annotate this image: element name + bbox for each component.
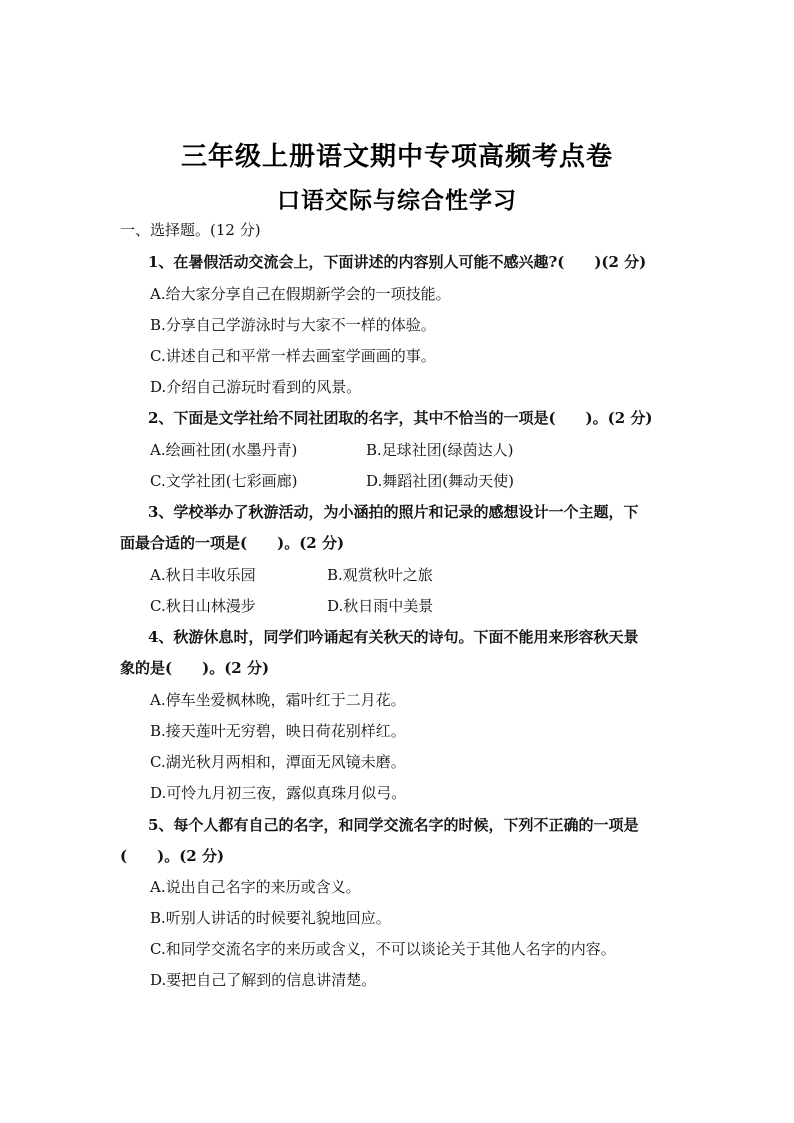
question-3-stem: 3、学校举办了秋游活动，为小涵拍的照片和记录的感想设计一个主题，下 (148, 503, 639, 521)
question-5-option-c: C.和同学交流名字的来历或含义，不可以谈论关于其他人名字的内容。 (150, 940, 616, 958)
exam-title: 三年级上册语文期中专项高频考点卷 (180, 142, 613, 172)
question-4-option-b: B.接天莲叶无穷碧，映日荷花别样红。 (150, 722, 406, 740)
question-3-option-a: A.秋日丰收乐园 (150, 566, 256, 584)
question-3-option-b: B.观赏秋叶之旅 (327, 566, 433, 584)
question-5-option-a: A.说出自己名字的来历或含义。 (150, 878, 361, 896)
question-4-option-a: A.停车坐爱枫林晚，霜叶红于二月花。 (150, 691, 406, 709)
question-4-option-d: D.可怜九月初三夜，露似真珠月似弓。 (150, 784, 407, 802)
question-2-stem: 2、下面是文学社给不同社团取的名字，其中不恰当的一项是( )。(2 分) (148, 409, 653, 427)
question-1-option-b: B.分享自己学游泳时与大家不一样的体验。 (150, 316, 436, 334)
question-5-stem-continued: ( )。(2 分) (120, 847, 225, 865)
question-4-option-c: C.湖光秋月两相和，潭面无风镜未磨。 (150, 753, 406, 771)
question-2-option-b: B.足球社团(绿茵达人) (366, 441, 514, 459)
question-1-option-c: C.讲述自己和平常一样去画室学画画的事。 (150, 347, 436, 365)
question-2-option-a: A.绘画社团(水墨丹青) (150, 441, 298, 459)
section-heading: 一、选择题。(12 分) (120, 221, 261, 239)
question-3-stem-continued: 面最合适的一项是( )。(2 分) (120, 534, 345, 552)
question-2-option-d: D.舞蹈社团(舞动天使) (366, 472, 514, 490)
question-5-stem: 5、每个人都有自己的名字，和同学交流名字的时候，下列不正确的一项是 (148, 816, 639, 834)
question-1-option-d: D.介绍自己游玩时看到的风景。 (150, 378, 362, 396)
question-1-stem: 1、在暑假活动交流会上，下面讲述的内容别人可能不感兴趣?( )(2 分) (148, 253, 647, 271)
question-3-option-d: D.秋日雨中美景 (327, 597, 434, 615)
question-5-option-d: D.要把自己了解到的信息讲清楚。 (150, 971, 377, 989)
question-2-option-c: C.文学社团(七彩画廊) (150, 472, 298, 490)
question-1-option-a: A.给大家分享自己在假期新学会的一项技能。 (150, 285, 451, 303)
question-3-option-c: C.秋日山林漫步 (150, 597, 256, 615)
exam-subtitle: 口语交际与综合性学习 (277, 187, 517, 214)
question-4-stem-continued: 象的是( )。(2 分) (120, 659, 270, 677)
question-5-option-b: B.听别人讲话的时候要礼貌地回应。 (150, 909, 391, 927)
question-4-stem: 4、秋游休息时，同学们吟诵起有关秋天的诗句。下面不能用来形容秋天景 (148, 628, 639, 646)
